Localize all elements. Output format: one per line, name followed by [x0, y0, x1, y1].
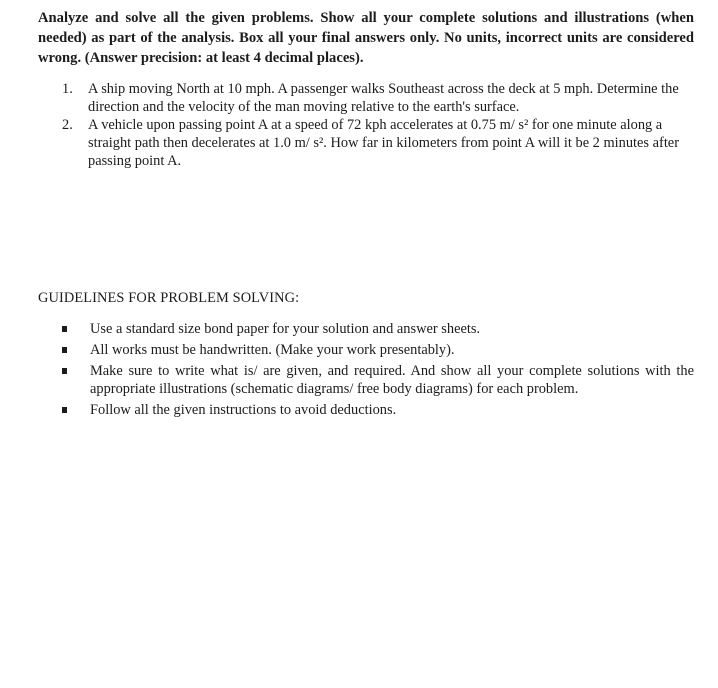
- problem-number: 1.: [62, 81, 73, 97]
- square-bullet-icon: [62, 347, 67, 353]
- problem-text: A vehicle upon passing point A at a speed of 72 kph accelerates at 0.75 m/ s² for one minute along a straight path then decelerates at 1.0 m/ s². How far in kilometers from point A will it be 2 minutes after passing point A.: [88, 117, 679, 169]
- problem-text: A ship moving North at 10 mph. A passenger walks Southeast across the deck at 5 mph. Determine the direction and the velocity of the man moving relative to the earth's surface.: [88, 81, 679, 115]
- guideline-text: Follow all the given instructions to avoid deductions.: [90, 402, 397, 418]
- square-bullet-icon: [62, 368, 67, 374]
- guideline-text: Use a standard size bond paper for your solution and answer sheets.: [90, 321, 481, 337]
- guideline-item: [62, 362, 694, 398]
- instructions-paragraph: Analyze and solve all the given problems. Show all your complete solutions and illustrations (when needed) as part of the analysis. Box all your final answers only. No units, incorrect units are considered wrong. (Answer precision: at least 4 decimal places).: [38, 10, 694, 66]
- square-bullet-icon: [62, 407, 67, 413]
- guideline-item: [62, 341, 694, 359]
- guidelines-list: [62, 320, 694, 422]
- problem-number: 2.: [62, 117, 73, 133]
- problem-list: [60, 80, 696, 170]
- square-bullet-icon: [62, 326, 67, 332]
- guidelines-heading: GUIDELINES FOR PROBLEM SOLVING:: [38, 290, 300, 306]
- problem-item: [60, 116, 696, 170]
- guideline-item: [62, 401, 694, 419]
- guideline-item: [62, 320, 694, 338]
- guideline-text: All works must be handwritten. (Make your work presentably).: [90, 342, 455, 358]
- guideline-text: Make sure to write what is/ are given, and required. And show all your complete solutions with the appropriate illustrations (schematic diagrams/ free body diagrams) for each problem.: [90, 363, 694, 397]
- problem-item: [60, 80, 696, 116]
